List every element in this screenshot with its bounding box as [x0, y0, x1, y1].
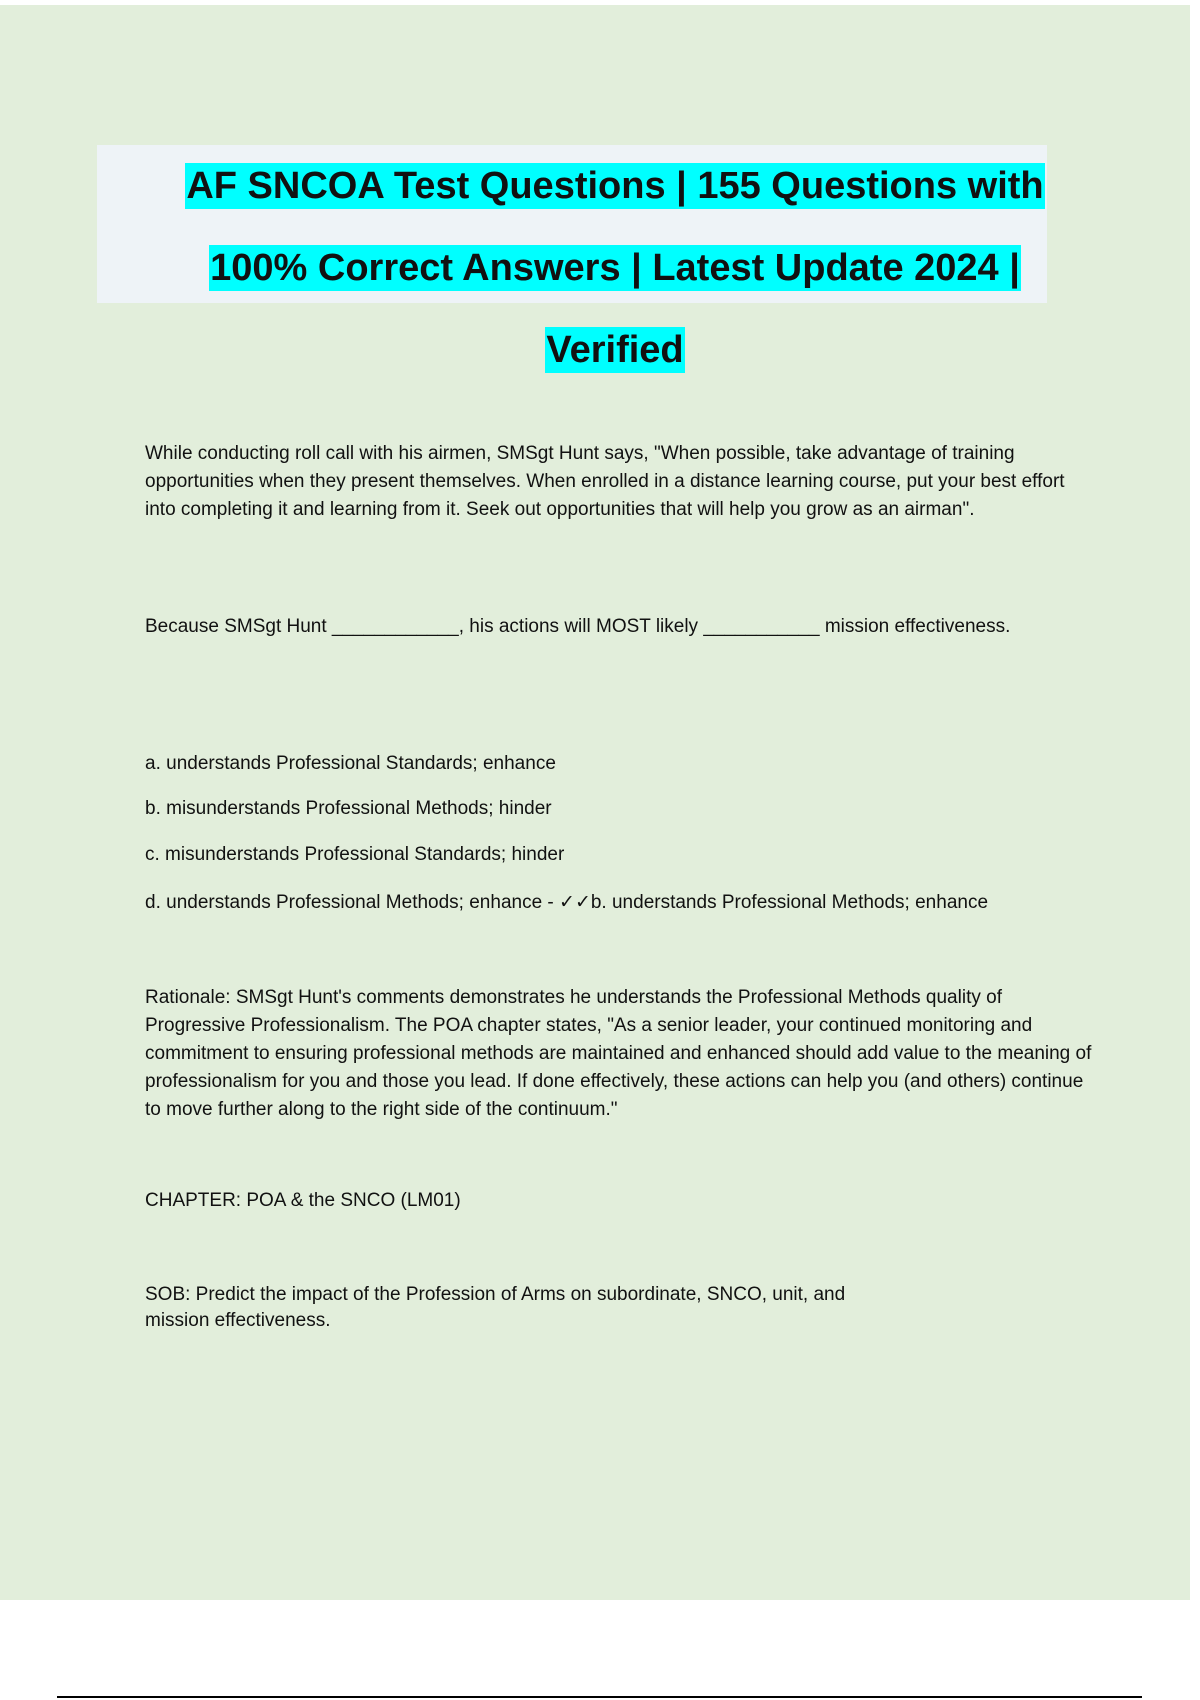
answer-option-c: c. misunderstands Professional Standards; hinder [145, 844, 565, 865]
sob-text [145, 1282, 1095, 1334]
sob-line-2: mission effectiveness. [145, 1310, 331, 1331]
question-stem: Because SMSgt Hunt ____________, his actions will MOST likely ___________ mission effectiveness. [145, 616, 1011, 637]
footer-divider [57, 1696, 1142, 1698]
answer-option-b: b. misunderstands Professional Methods; hinder [145, 798, 552, 819]
title-line-1: AF SNCOA Test Questions | 155 Questions with [186, 165, 1044, 207]
sob-line-1: SOB: Predict the impact of the Profession of Arms on subordinate, SNCO, unit, and [145, 1284, 846, 1305]
title-line-2: 100% Correct Answers | Latest Update 2024 | [210, 247, 1020, 289]
question-text: While conducting roll call with his airmen, SMSgt Hunt says, "When possible, take advantage of training opportunities when they present themselves. When enrolled in a distance learning course, put your best effort into completing it and learning from it. Seek out opportunities that will help you grow as an airman". [145, 443, 1065, 520]
answer-option-d: d. understands Professional Methods; enhance - ✓✓b. understands Professional Methods; enhance [145, 892, 989, 913]
chapter-label: CHAPTER: POA & the SNCO (LM01) [145, 1190, 461, 1211]
document-title [100, 145, 1130, 391]
answer-option-a: a. understands Professional Standards; enhance [145, 753, 556, 774]
rationale-text: Rationale: SMSgt Hunt's comments demonstrates he understands the Professional Methods quality of Progressive Professionalism. The POA chapter states, "As a senior leader, your continued monitoring and commitment to ensuring professional methods are maintained and enhanced should add value to the meaning of professionalism for you and those you lead. If done effectively, these actions can help you (and others) continue to move further along to the right side of the continuum." [145, 987, 1092, 1120]
title-line-3: Verified [546, 329, 684, 371]
